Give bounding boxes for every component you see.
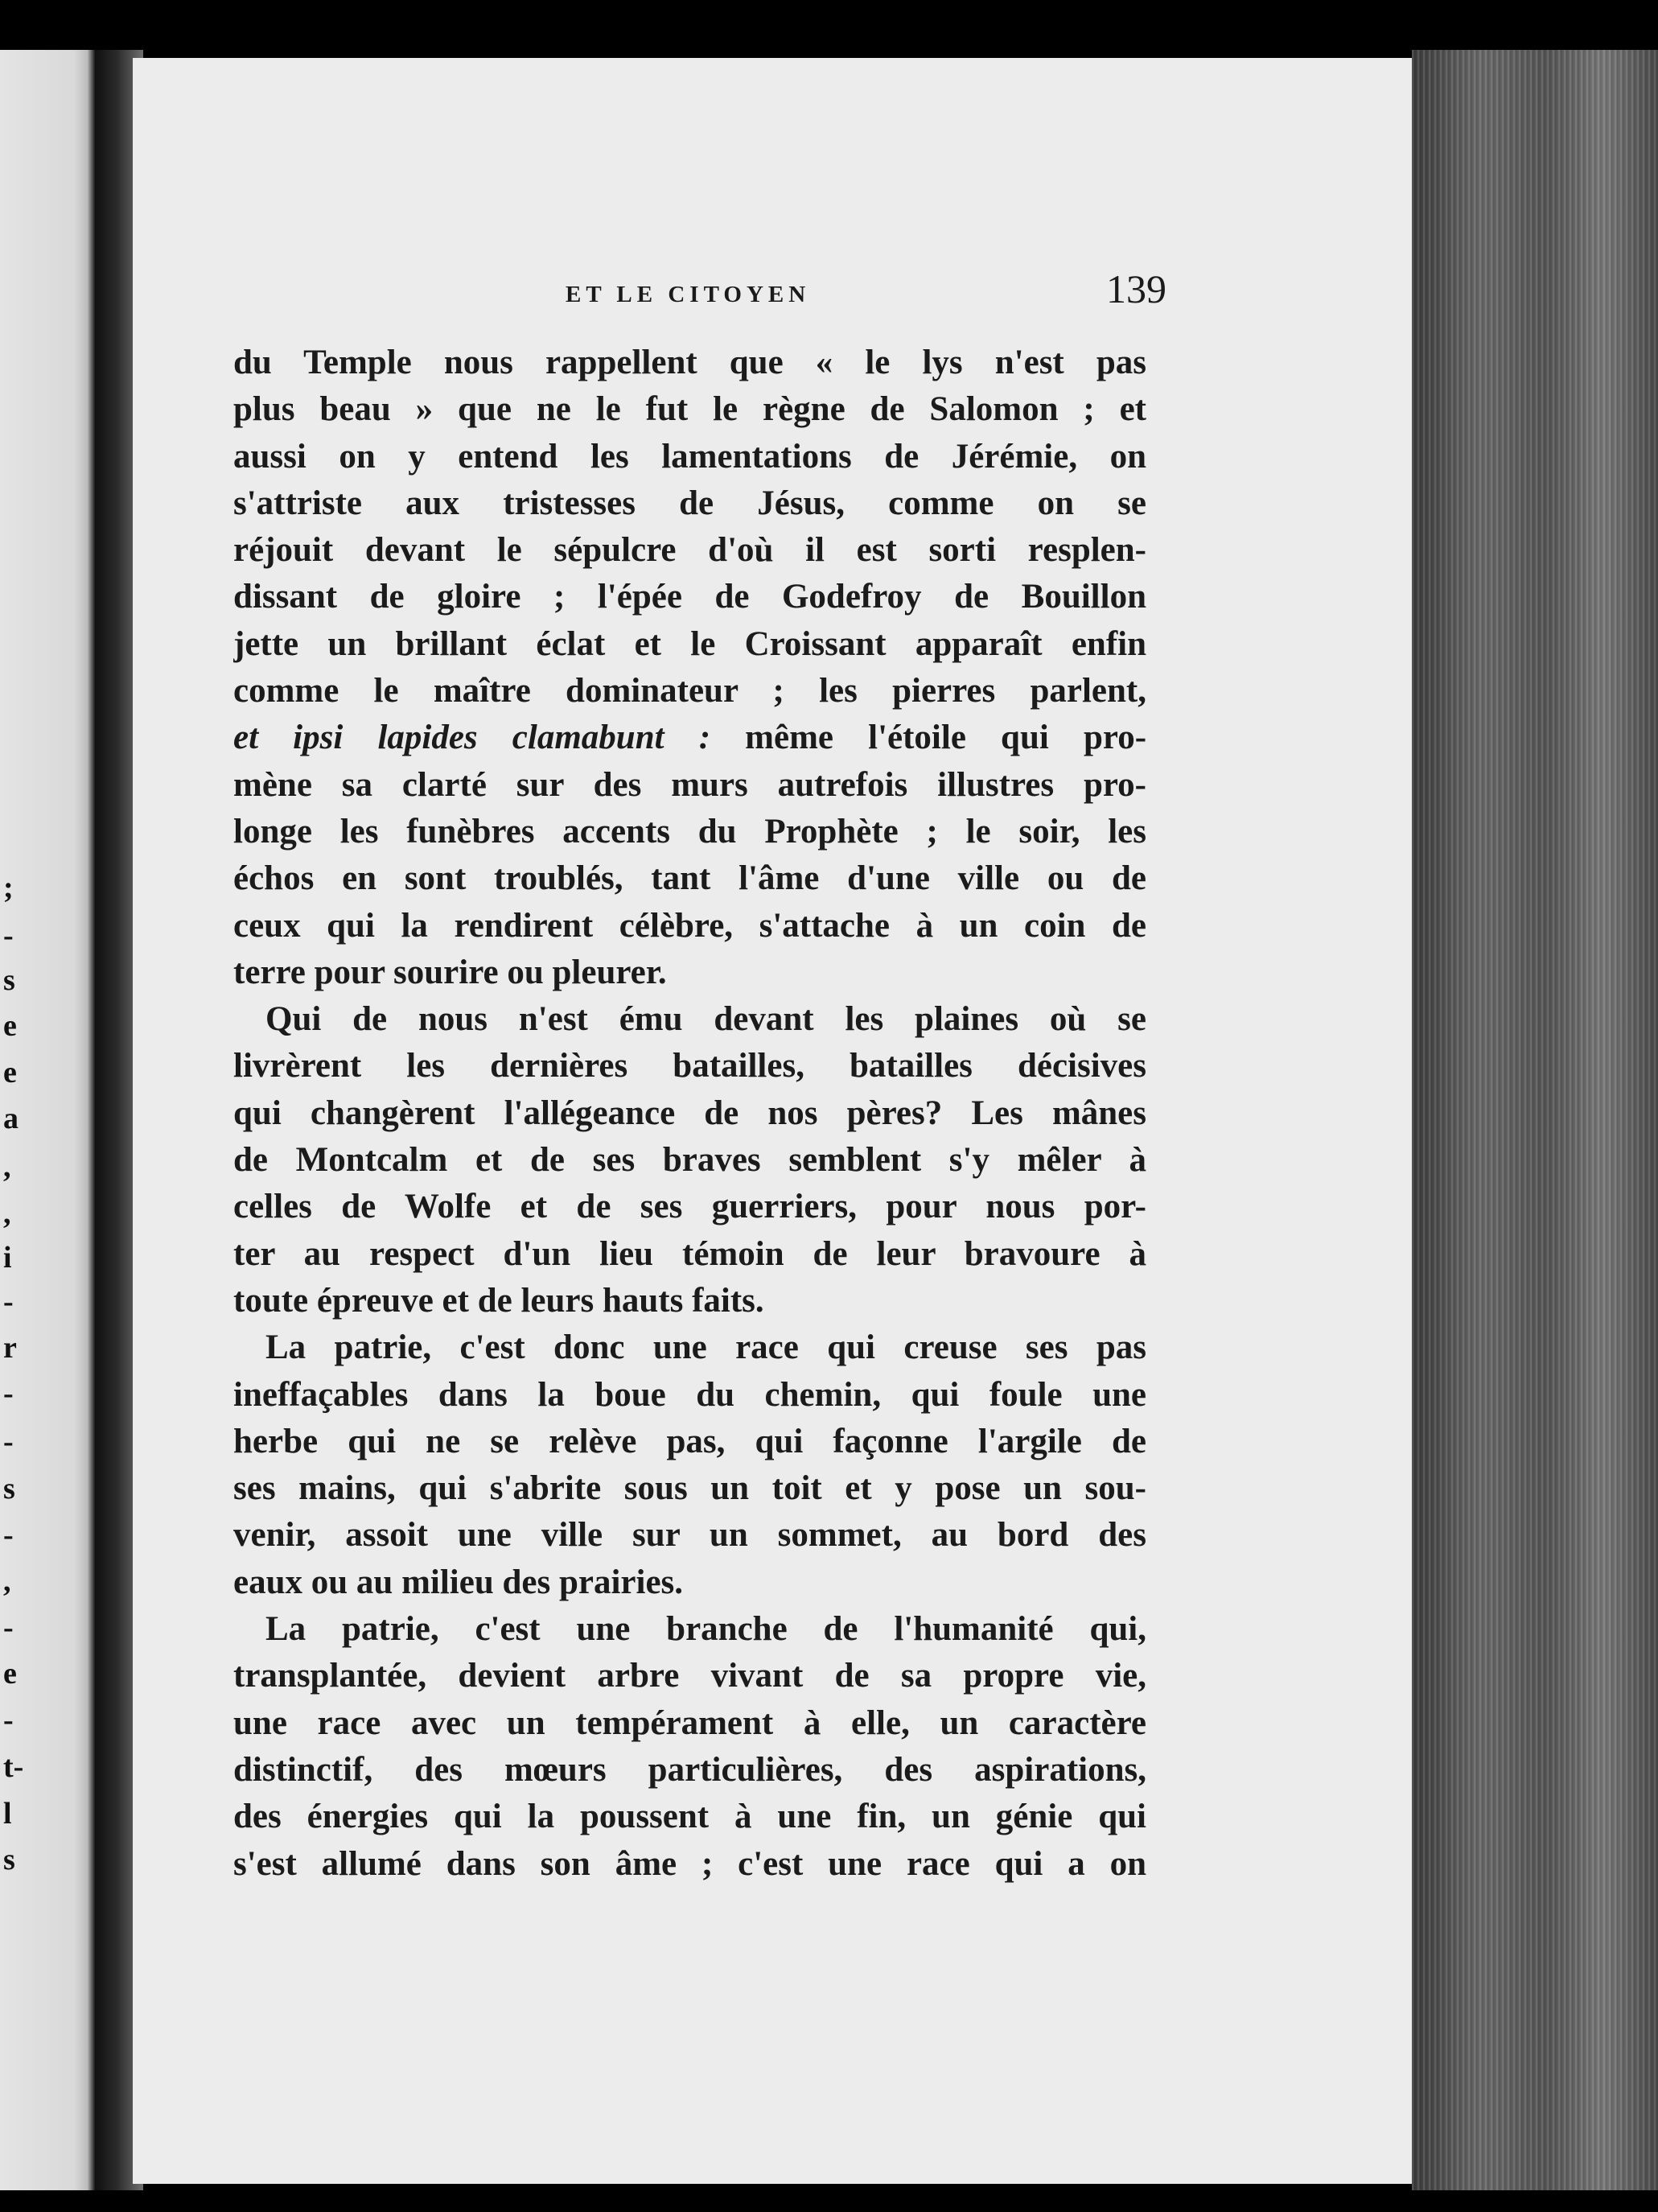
text-line: jette un brillant éclat et le Croissant apparaît enfin: [233, 624, 1146, 663]
left-fragment: l: [3, 1797, 12, 1831]
left-fragment: e: [3, 1056, 17, 1090]
text-line: herbe qui ne se relève pas, qui façonne l'argile de: [233, 1422, 1146, 1460]
text-line: transplantée, devient arbre vivant de sa propre vie,: [233, 1657, 1146, 1695]
left-fragment: i: [3, 1241, 12, 1275]
running-head: ET LE CITOYEN: [566, 282, 811, 307]
left-fragment: r: [3, 1331, 17, 1365]
text-line: Qui de nous n'est ému devant les plaines où se: [265, 1000, 1146, 1039]
left-fragment: -: [3, 1377, 14, 1411]
text-line: plus beau » que ne le fut le règne de Salomon ; et: [233, 390, 1146, 429]
left-fragment: ,: [3, 1197, 11, 1230]
body-text: [233, 340, 1146, 1888]
text-line: échos en sont troublés, tant l'âme d'une ville ou de: [233, 859, 1146, 898]
left-fragment: -: [3, 1703, 14, 1737]
text-line: du Temple nous rappellent que « le lys n'est pas: [233, 344, 1146, 381]
page-number: 139: [1106, 266, 1166, 311]
text-line: ses mains, qui s'abrite sous un toit et y pose un sou-: [233, 1469, 1146, 1508]
left-fragment: -: [3, 1285, 14, 1319]
text-line: réjouit devant le sépulcre d'où il est sorti resplen-: [233, 531, 1146, 570]
text-line: mène sa clarté sur des murs autrefois illustres pro-: [233, 765, 1146, 804]
left-fragment: s: [3, 963, 15, 997]
right-page-stack-edge: [1412, 50, 1658, 2190]
text-line: ineffaçables dans la boue du chemin, qui foule une: [233, 1375, 1146, 1414]
text-line: s'attriste aux tristesses de Jésus, comme on se: [233, 484, 1146, 522]
left-fragment: ,: [3, 1564, 11, 1598]
left-fragment: t-: [3, 1750, 24, 1784]
left-fragment: ,: [3, 1150, 11, 1184]
text-line: dissant de gloire ; l'épée de Godefroy de Bouillon: [233, 578, 1146, 616]
text-line: La patrie, c'est donc une race qui creuse ses pas: [265, 1328, 1146, 1367]
text-line: s'est allumé dans son âme ; c'est une race qui a on: [233, 1844, 1146, 1883]
text-line: eaux ou au milieu des prairies.: [233, 1563, 684, 1601]
text-line-continuation: même l'étoile qui pro-: [710, 719, 1146, 757]
text-line: des énergies qui la poussent à une fin, un génie qui: [233, 1798, 1146, 1836]
left-fragment: -: [3, 1425, 14, 1459]
left-fragment: s: [3, 1472, 15, 1506]
left-fragment: -: [3, 919, 14, 953]
text-line: toute épreuve et de leurs hauts faits.: [233, 1281, 764, 1320]
text-line: aussi on y entend les lamentations de Jérémie, on: [233, 437, 1146, 476]
text-line: longe les funèbres accents du Prophète ; le soir, les: [233, 812, 1146, 851]
text-line: distinctif, des mœurs particulières, des aspirations,: [233, 1750, 1146, 1789]
left-fragment: a: [3, 1102, 19, 1135]
text-line: qui changèrent l'allégeance de nos pères? Les mânes: [233, 1094, 1146, 1132]
left-fragment: e: [3, 1009, 17, 1043]
text-line: de Montcalm et de ses braves semblent s'y mêler à: [233, 1141, 1146, 1180]
text-line: ceux qui la rendirent célèbre, s'attache à un coin de: [233, 906, 1146, 945]
text-line: livrèrent les dernières batailles, batailles décisives: [233, 1047, 1146, 1085]
left-fragment: s: [3, 1843, 15, 1876]
left-fragment: -: [3, 1611, 14, 1645]
left-fragment: e: [3, 1657, 17, 1691]
latin-quotation: et ipsi lapides clamabunt :: [233, 719, 711, 757]
text-line: comme le maître dominateur ; les pierres parlent,: [233, 672, 1146, 711]
text-line: terre pour sourire ou pleurer.: [233, 953, 667, 991]
left-fragment: ;: [3, 871, 14, 904]
text-line: La patrie, c'est une branche de l'humanité qui,: [265, 1610, 1146, 1649]
text-line: celles de Wolfe et de ses guerriers, pour nous por-: [233, 1188, 1146, 1226]
text-line: venir, assoit une ville sur un sommet, au bord des: [233, 1516, 1146, 1555]
text-line-mixed: [233, 715, 1146, 761]
page-header: [233, 266, 1166, 322]
left-fragment: -: [3, 1518, 14, 1552]
text-line: ter au respect d'un lieu témoin de leur bravoure à: [233, 1234, 1146, 1273]
text-line: une race avec un tempérament à elle, un caractère: [233, 1703, 1146, 1742]
